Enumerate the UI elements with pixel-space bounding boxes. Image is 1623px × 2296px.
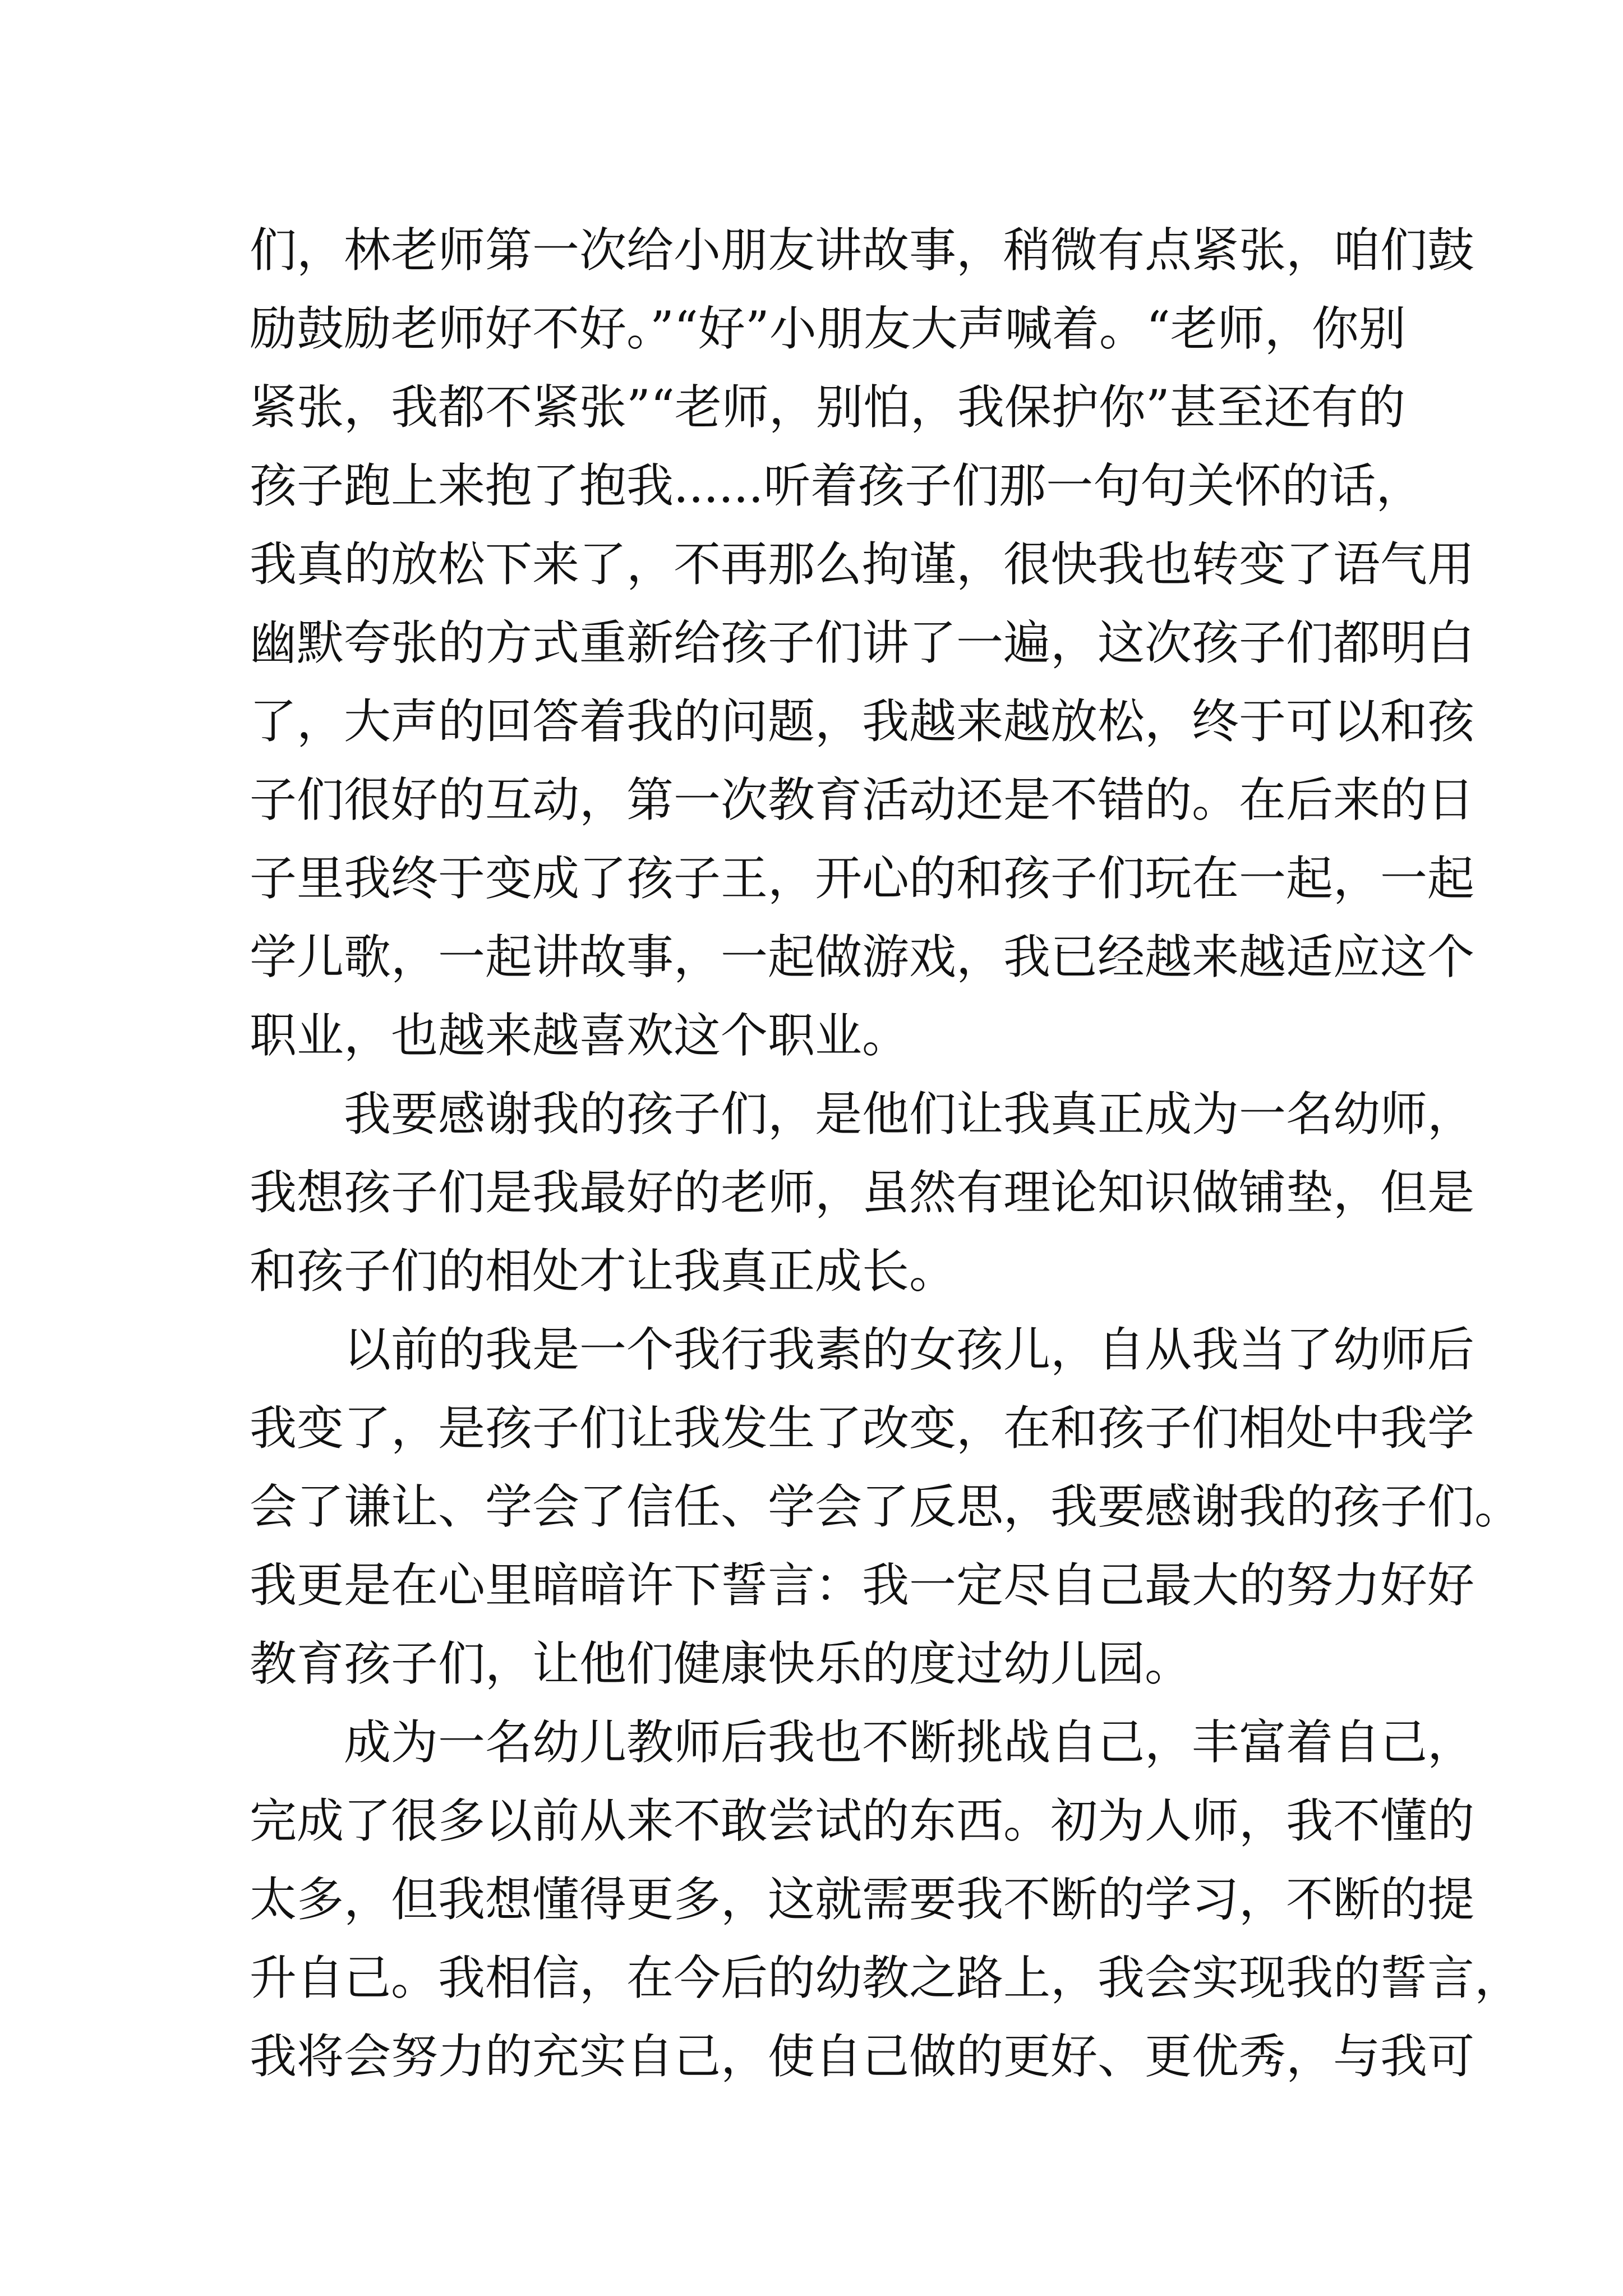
text-line: 教育孩子们，让他们健康快乐的度过幼儿园。 [250,1636,1192,1691]
text-line: 了，大声的回答着我的问题，我越来越放松，终于可以和孩 [250,694,1475,749]
text-line: 子里我终于变成了孩子王，开心的和孩子们玩在一起，一起 [250,851,1475,906]
text-line: 和孩子们的相处才让我真正成长。 [250,1244,957,1299]
text-line: 成为一名幼儿教师后我也不断挑战自己，丰富着自己， [344,1715,1475,1770]
text-line: 我想孩子们是我最好的老师，虽然有理论知识做铺垫，但是 [250,1165,1475,1220]
text-line: 以前的我是一个我行我素的女孩儿，自从我当了幼师后 [344,1322,1475,1377]
text-line: 励鼓励老师好不好。”“好”小朋友大声喊着。“老师，你别 [250,301,1406,356]
text-line: 孩子跑上来抱了抱我......听着孩子们那一句句关怀的话， [250,458,1423,513]
text-line: 职业，也越来越喜欢这个职业。 [250,1008,910,1063]
text-line: 完成了很多以前从来不敢尝试的东西。初为人师，我不懂的 [250,1793,1475,1848]
text-line: 会了谦让、学会了信任、学会了反思，我要感谢我的孩子们。 [250,1479,1522,1534]
text-line: 我真的放松下来了，不再那么拘谨，很快我也转变了语气用 [250,537,1475,592]
text-line: 太多，但我想懂得更多，这就需要我不断的学习，不断的提 [250,1872,1475,1927]
text-line: 我变了，是孩子们让我发生了改变，在和孩子们相处中我学 [250,1401,1475,1456]
text-line: 紧张，我都不紧张”“老师，别怕，我保护你”甚至还有的 [250,380,1405,435]
text-line: 幽默夸张的方式重新给孩子们讲了一遍，这次孩子们都明白 [250,615,1475,670]
text-line: 我将会努力的充实自己，使自己做的更好、更优秀，与我可 [250,2029,1475,2084]
text-line: 升自己。我相信，在今后的幼教之路上，我会实现我的誓言， [250,1950,1522,2005]
body-text [250,211,1522,2096]
text-line: 们，林老师第一次给小朋友讲故事，稍微有点紧张，咱们鼓 [250,223,1475,278]
text-line: 我要感谢我的孩子们，是他们让我真正成为一名幼师， [344,1087,1475,1142]
text-line: 学儿歌，一起讲故事，一起做游戏，我已经越来越适应这个 [250,930,1475,984]
text-line: 子们很好的互动，第一次教育活动还是不错的。在后来的日 [250,772,1475,827]
text-line: 我更是在心里暗暗许下誓言：我一定尽自己最大的努力好好 [250,1558,1475,1613]
